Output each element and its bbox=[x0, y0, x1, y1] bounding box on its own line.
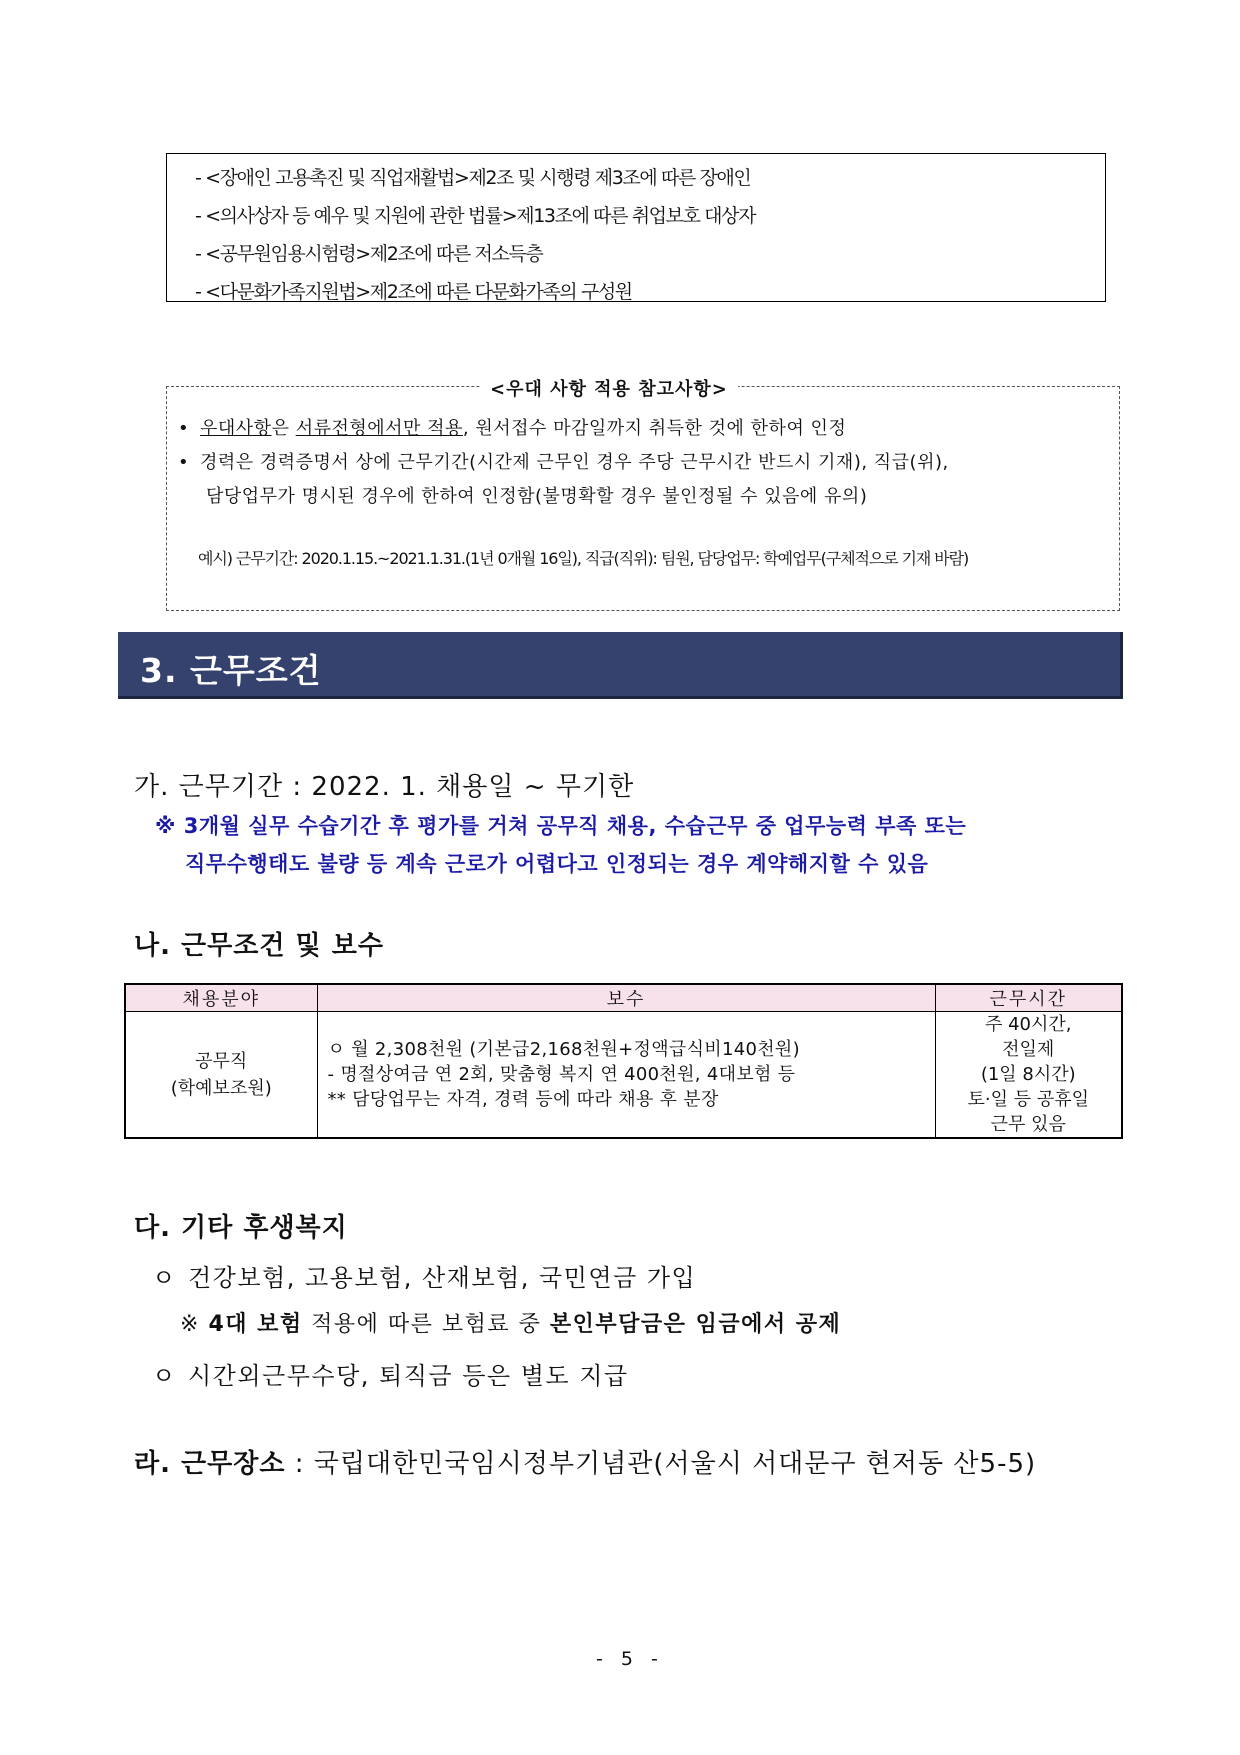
welfare-heading bbox=[134, 1207, 348, 1244]
note-bold: 4대 보험 bbox=[208, 1312, 303, 1337]
welfare-label: 다. 기타 후생복지 bbox=[134, 1213, 348, 1243]
reference-title: <우대 사항 적용 참고사항> bbox=[480, 375, 738, 401]
underlined-text: 우대사항 bbox=[200, 418, 272, 439]
circle-bullet-icon: ㅇ bbox=[152, 1362, 177, 1390]
hours-line: 토·일 등 공휴일 bbox=[967, 1089, 1089, 1110]
conditions-label: 나. 근무조건 및 보수 bbox=[134, 931, 384, 961]
field-line: 공무직 bbox=[195, 1050, 248, 1072]
period-note-line-1: ※ 3개월 실무 수습기간 후 평가를 거쳐 공무직 채용, 수습근무 중 업무능력 부족 또는 bbox=[155, 814, 967, 838]
welfare-item-2 bbox=[152, 1356, 629, 1391]
note-mark: ※ bbox=[180, 1312, 209, 1337]
hours-line: 주 40시간, bbox=[984, 1014, 1072, 1035]
pay-table bbox=[124, 983, 1123, 1139]
period-heading bbox=[134, 766, 634, 803]
table-row bbox=[125, 1012, 1122, 1139]
eligibility-line: - <다문화가족지원법>제2조에 따른 다문화가족의 구성원 bbox=[195, 281, 632, 303]
pay-line: ** 담당업무는 자격, 경력 등에 따라 채용 후 분장 bbox=[327, 1089, 719, 1110]
period-value: : 2022. 1. 채용일 ~ 무기한 bbox=[283, 772, 635, 802]
column-header-pay: 보수 bbox=[317, 984, 935, 1012]
pay-line: ㅇ 월 2,308천원 (기본급2,168천원+정액급식비140천원) bbox=[327, 1039, 800, 1060]
page-number: - 5 - bbox=[596, 1648, 664, 1670]
underlined-text: 서류전형에서만 적용 bbox=[295, 418, 463, 439]
reference-item-1 bbox=[178, 412, 1108, 446]
field-cell bbox=[125, 1012, 317, 1139]
reference-text: 경력은 경력증명서 상에 근무기간(시간제 근무인 경우 주당 근무시간 반드시 기재), 직급(위), bbox=[200, 452, 949, 473]
period-note-line-2: 직무수행태도 불량 등 계속 근로가 어렵다고 인정되는 경우 계약해지할 수 있음 bbox=[185, 852, 929, 876]
welfare-text: 시간외근무수당, 퇴직금 등은 별도 지급 bbox=[188, 1362, 629, 1390]
section-title: 3. 근무조건 bbox=[140, 651, 322, 690]
welfare-text: 건강보험, 고용보험, 산재보험, 국민연금 가입 bbox=[188, 1264, 697, 1292]
location-heading bbox=[134, 1443, 1036, 1480]
eligibility-line: - <의사상자 등 예우 및 지원에 관한 법률>제13조에 따른 취업보호 대상자 bbox=[195, 205, 756, 227]
eligibility-line: - <공무원임용시험령>제2조에 따른 저소득층 bbox=[195, 243, 543, 265]
conditions-heading bbox=[134, 925, 384, 962]
reference-item-2-continued: 담당업무가 명시된 경우에 한하여 인정함(불명확할 경우 불인정될 수 있음에 유의) bbox=[206, 486, 868, 507]
reference-body bbox=[178, 412, 1108, 576]
bullet-icon: • bbox=[178, 418, 190, 439]
reference-text: , 원서접수 마감일까지 취득한 것에 한하여 인정 bbox=[462, 418, 847, 439]
column-header-hours: 근무시간 bbox=[935, 984, 1122, 1012]
pay-cell bbox=[317, 1012, 935, 1139]
welfare-note bbox=[180, 1307, 841, 1338]
reference-item-2 bbox=[178, 446, 1108, 480]
welfare-item-1 bbox=[152, 1258, 696, 1293]
eligibility-box bbox=[166, 153, 1106, 302]
hours-line: (1일 8시간) bbox=[980, 1064, 1076, 1085]
table-header-row bbox=[125, 984, 1122, 1012]
eligibility-line: - <장애인 고용촉진 및 직업재활법>제2조 및 시행령 제3조에 따른 장애인 bbox=[195, 167, 751, 189]
location-value: : 국립대한민국임시정부기념관(서울시 서대문구 현저동 산5-5) bbox=[285, 1449, 1037, 1479]
column-header-field: 채용분야 bbox=[125, 984, 317, 1012]
hours-line: 전일제 bbox=[1002, 1039, 1055, 1060]
period-label: 가. 근무기간 bbox=[134, 772, 284, 802]
note-bold: 본인부담금은 임금에서 공제 bbox=[549, 1312, 842, 1337]
location-label: 라. 근무장소 bbox=[134, 1449, 286, 1479]
reference-text: 은 bbox=[271, 418, 296, 439]
bullet-icon: • bbox=[178, 452, 190, 473]
field-line: (학예보조원) bbox=[170, 1077, 272, 1099]
hours-line: 근무 있음 bbox=[990, 1114, 1066, 1135]
reference-example: 예시) 근무기간: 2020.1.15.~2021.1.31.(1년 0개월 16일), 직급(직위): 팀원, 담당업무: 학예업무(구체적으로 기재 바람) bbox=[198, 549, 969, 568]
circle-bullet-icon: ㅇ bbox=[152, 1264, 177, 1292]
pay-line: - 명절상여금 연 2회, 맞춤형 복지 연 400천원, 4대보험 등 bbox=[327, 1064, 796, 1085]
note-text: 적용에 따른 보험료 중 bbox=[302, 1312, 550, 1337]
hours-cell bbox=[935, 1012, 1122, 1139]
